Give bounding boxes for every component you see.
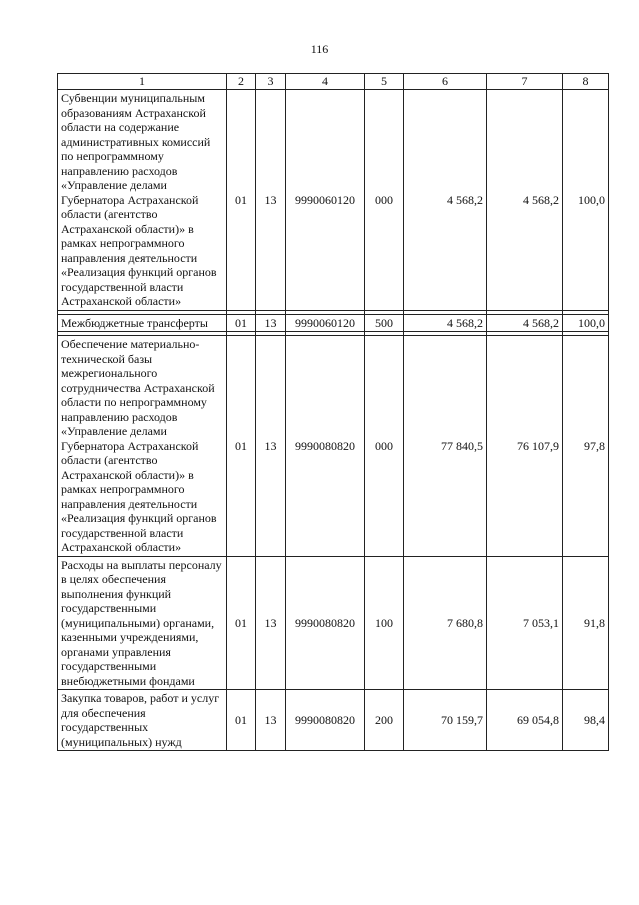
planned-amount: 4 568,2 — [404, 314, 487, 332]
subsection-code: 13 — [256, 556, 286, 690]
section-code: 01 — [227, 336, 256, 557]
page-number: 116 — [310, 42, 329, 56]
planned-amount: 77 840,5 — [404, 336, 487, 557]
executed-amount: 76 107,9 — [487, 336, 563, 557]
expense-name: Расходы на выплаты персоналу в целях обеспечения выполнения функций государственными (муниципальными) органами, казенными учреждениями, органами управления государственными внебюджетными фондами — [58, 556, 227, 690]
executed-amount: 69 054,8 — [487, 690, 563, 751]
expense-name: Межбюджетные трансферты — [58, 314, 227, 332]
subsection-code: 13 — [256, 314, 286, 332]
target-article-code: 9990080820 — [286, 556, 365, 690]
planned-amount: 70 159,7 — [404, 690, 487, 751]
execution-percent: 91,8 — [563, 556, 609, 690]
section-code: 01 — [227, 314, 256, 332]
target-article-code: 9990060120 — [286, 90, 365, 311]
expense-type-code: 000 — [365, 336, 404, 557]
executed-amount: 4 568,2 — [487, 90, 563, 311]
subsection-code: 13 — [256, 336, 286, 557]
expense-name: Закупка товаров, работ и услуг для обеспечения государственных (муниципальных) нужд — [58, 690, 227, 751]
table-row — [58, 690, 609, 751]
table-row — [58, 556, 609, 690]
target-article-code: 9990060120 — [286, 314, 365, 332]
execution-percent: 100,0 — [563, 314, 609, 332]
subsection-code: 13 — [256, 90, 286, 311]
execution-percent: 97,8 — [563, 336, 609, 557]
executed-amount: 4 568,2 — [487, 314, 563, 332]
target-article-code: 9990080820 — [286, 336, 365, 557]
expense-type-code: 200 — [365, 690, 404, 751]
section-code: 01 — [227, 556, 256, 690]
target-article-code: 9990080820 — [286, 690, 365, 751]
column-header: 3 — [256, 74, 286, 90]
column-header: 4 — [286, 74, 365, 90]
table-row — [58, 336, 609, 557]
planned-amount: 4 568,2 — [404, 90, 487, 311]
executed-amount: 7 053,1 — [487, 556, 563, 690]
subsection-code: 13 — [256, 690, 286, 751]
column-header: 1 — [58, 74, 227, 90]
column-header: 2 — [227, 74, 256, 90]
header-row — [58, 74, 609, 90]
section-code: 01 — [227, 90, 256, 311]
column-header: 7 — [487, 74, 563, 90]
execution-percent: 100,0 — [563, 90, 609, 311]
expense-type-code: 000 — [365, 90, 404, 311]
expense-name: Субвенции муниципальным образованиям Астраханской области на содержание административных комиссий по непрограммному направлению расходов «Управление делами Губернатора Астраханской области (агентство Астраханской области)» в рамках непрограммного направления деятельности «Реализация функций органов государственной власти Астраханской области» — [58, 90, 227, 311]
table-row — [58, 314, 609, 332]
expense-type-code: 100 — [365, 556, 404, 690]
column-header: 8 — [563, 74, 609, 90]
column-header: 6 — [404, 74, 487, 90]
planned-amount: 7 680,8 — [404, 556, 487, 690]
expense-name: Обеспечение материально-технической базы межрегионального сотрудничества Астраханской области по непрограммному направлению расходов «Управление делами Губернатора Астраханской области (агентство Астраханской области)» в рамках непрограммного направления деятельности «Реализация функций органов государственной власти Астраханской области» — [58, 336, 227, 557]
section-code: 01 — [227, 690, 256, 751]
budget-table — [57, 73, 609, 751]
execution-percent: 98,4 — [563, 690, 609, 751]
table-row — [58, 90, 609, 311]
expense-type-code: 500 — [365, 314, 404, 332]
column-header: 5 — [365, 74, 404, 90]
